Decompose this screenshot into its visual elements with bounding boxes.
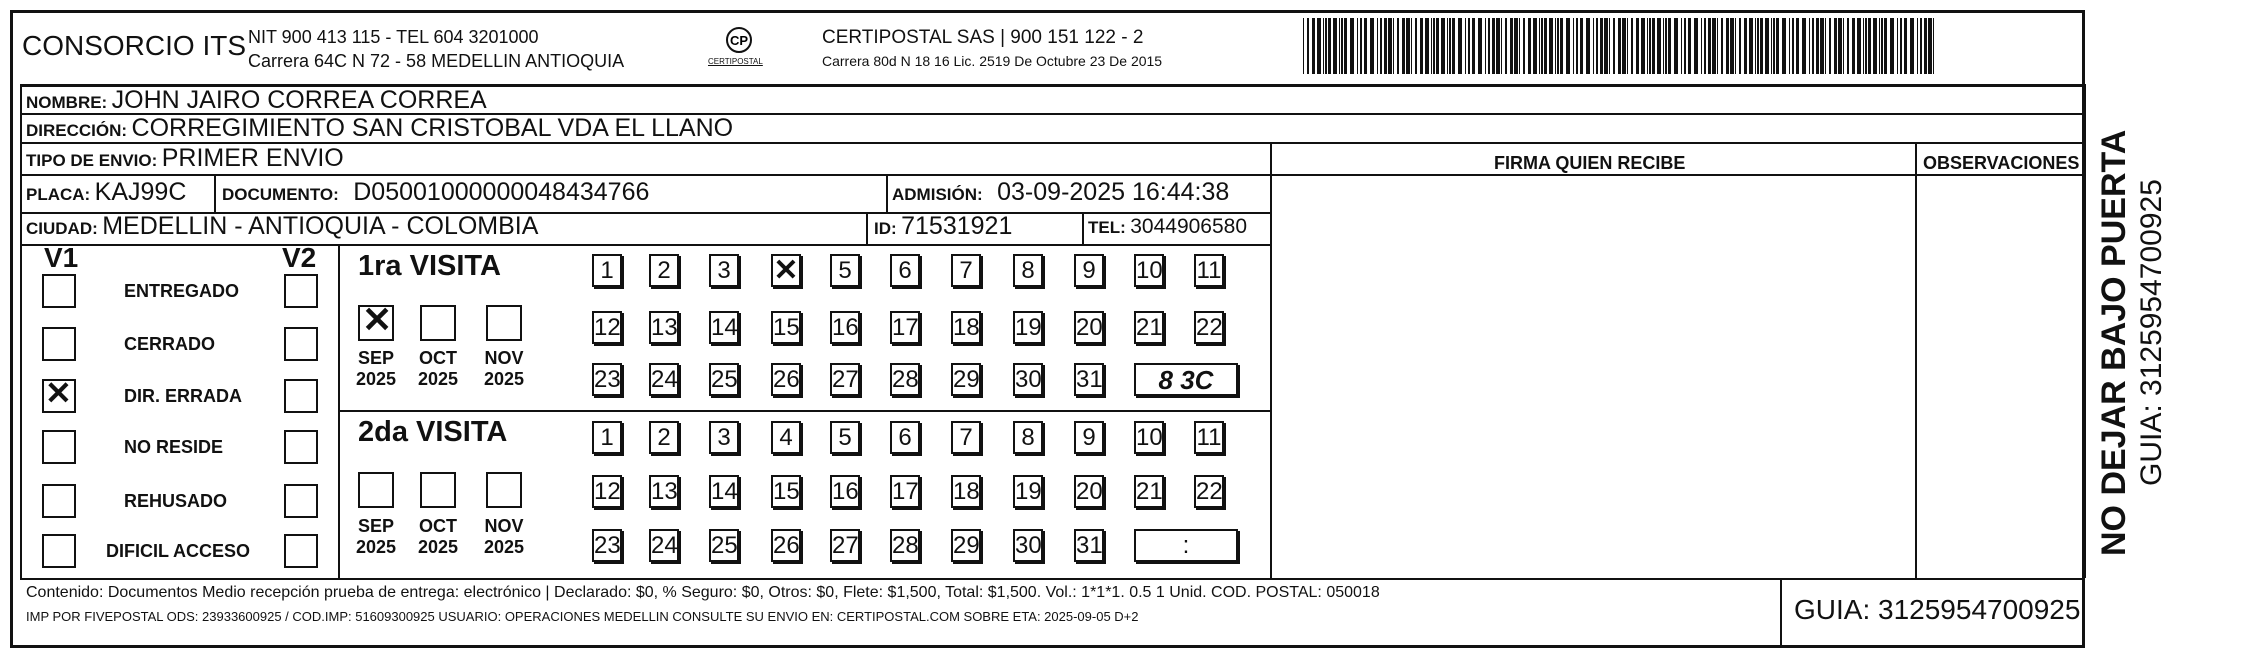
tel-value: 3044906580 — [1130, 215, 1248, 238]
day-number: 26 — [773, 532, 800, 559]
x-mark-icon: ✕ — [45, 375, 72, 411]
day-box[interactable] — [649, 475, 679, 508]
documento-row — [222, 180, 649, 205]
day-box[interactable] — [1013, 475, 1043, 508]
v2-checkbox[interactable] — [284, 327, 318, 361]
day-box[interactable] — [1074, 529, 1104, 562]
day-box[interactable] — [1194, 254, 1224, 287]
v2-checkbox[interactable] — [284, 430, 318, 464]
month-name: SEP — [357, 348, 395, 368]
tipo-envio-value: PRIMER ENVIO — [161, 144, 344, 172]
day-number: 19 — [1015, 478, 1042, 505]
admision-value: 03-09-2025 16:44:38 — [997, 178, 1230, 206]
status-label: NO RESIDE — [124, 437, 224, 457]
day-number: 23 — [594, 532, 621, 559]
day-box[interactable] — [771, 421, 801, 454]
logo-caption: CERTIPOSTAL — [708, 57, 763, 66]
day-box[interactable] — [951, 529, 981, 562]
day-box[interactable] — [1074, 254, 1104, 287]
day-number: 25 — [711, 366, 738, 393]
documento-value: D05001000000048434766 — [353, 178, 650, 206]
day-box[interactable] — [951, 363, 981, 396]
day-box[interactable] — [592, 475, 622, 508]
direccion-row — [26, 116, 733, 141]
firma-header: FIRMA QUIEN RECIBE — [1494, 153, 1686, 173]
day-number: 15 — [773, 478, 800, 505]
placa-label: PLACA: — [26, 185, 91, 204]
day-number: 10 — [1136, 424, 1163, 451]
day-box[interactable] — [592, 421, 622, 454]
v1-header: V1 — [44, 242, 79, 273]
day-number: 11 — [1196, 257, 1222, 284]
day-number: 20 — [1076, 314, 1103, 341]
day-number: 31 — [1076, 366, 1103, 393]
status-label: REHUSADO — [124, 491, 228, 511]
day-box[interactable] — [771, 311, 801, 344]
month-checkbox-nov[interactable] — [486, 305, 522, 341]
day-box[interactable] — [1134, 421, 1164, 454]
month-year: 2025 — [417, 369, 459, 389]
company-nit: NIT 900 413 115 - TEL 604 3201000 — [248, 27, 539, 47]
day-box[interactable] — [1013, 363, 1043, 396]
day-box[interactable] — [709, 529, 739, 562]
day-box[interactable] — [709, 311, 739, 344]
day-number: 2 — [657, 257, 671, 284]
month-name: SEP — [357, 516, 395, 536]
day-number: 20 — [1076, 478, 1103, 505]
id-label: ID: — [874, 219, 897, 238]
company-name: CONSORCIO ITS — [22, 30, 247, 61]
month-year: 2025 — [483, 537, 525, 557]
day-number: 30 — [1015, 366, 1042, 393]
month-name: OCT — [419, 348, 457, 368]
day-number: 16 — [832, 314, 859, 341]
day-number: 6 — [898, 424, 912, 451]
day-number: 30 — [1015, 532, 1042, 559]
x-mark-icon: ✕ — [362, 299, 393, 340]
day-number: 4 — [779, 424, 793, 451]
day-box[interactable] — [1074, 363, 1104, 396]
day-number: 12 — [594, 314, 621, 341]
day-number: 1 — [600, 257, 614, 284]
day-box[interactable] — [709, 475, 739, 508]
footer-impresion: IMP POR FIVEPOSTAL ODS: 23933600925 / COD.IMP: 51609300925 USUARIO: OPERACIONES MEDELLIN CONSULTE SU ENVIO EN: CERTIPOSTAL.COM SOBRE ETA: 2025-09-05 D+2 — [26, 609, 1139, 624]
day-box[interactable] — [890, 475, 920, 508]
time-box[interactable]: 8 3C — [1134, 363, 1238, 396]
day-box[interactable] — [1134, 475, 1164, 508]
day-box[interactable] — [830, 363, 860, 396]
day-box[interactable] — [1134, 311, 1164, 344]
side-no-dejar-bajo-puerta: NO DEJAR BAJO PUERTA — [2095, 129, 2133, 556]
direccion-label: DIRECCIÓN: — [26, 121, 128, 140]
tipo-envio-row — [26, 146, 344, 171]
ciudad-label: CIUDAD: — [26, 219, 98, 238]
status-label: CERRADO — [124, 334, 216, 354]
day-box[interactable] — [830, 475, 860, 508]
marked-day-x-icon: ✕ — [773, 254, 799, 287]
day-box[interactable] — [771, 363, 801, 396]
day-box[interactable] — [649, 311, 679, 344]
v2-checkbox[interactable] — [284, 484, 318, 518]
day-number: 9 — [1082, 257, 1096, 284]
id-row — [874, 214, 1012, 239]
day-number: 13 — [651, 314, 678, 341]
nombre-value: JOHN JAIRO CORREA CORREA — [111, 86, 487, 114]
v1-checkbox[interactable] — [42, 327, 76, 361]
day-number: 22 — [1196, 314, 1223, 341]
month-label — [346, 348, 406, 390]
tel-label: TEL: — [1088, 218, 1126, 237]
day-box[interactable] — [951, 475, 981, 508]
day-number: 25 — [711, 532, 738, 559]
day-number: 28 — [892, 366, 919, 393]
month-label — [408, 516, 468, 558]
day-box[interactable] — [830, 254, 860, 287]
day-number: 6 — [898, 257, 912, 284]
v2-checkbox[interactable] — [284, 534, 318, 568]
status-label: DIR. ERRADA — [124, 386, 243, 406]
day-box[interactable] — [649, 529, 679, 562]
admision-label: ADMISIÓN: — [892, 185, 983, 204]
footer-guia: GUIA: 3125954700925 — [1794, 594, 2081, 625]
day-box[interactable] — [709, 421, 739, 454]
first-visit-title: 1ra VISITA — [358, 250, 501, 282]
day-box[interactable] — [771, 475, 801, 508]
admision-row — [892, 180, 1229, 205]
day-box[interactable] — [1074, 475, 1104, 508]
day-number: 1 — [600, 424, 614, 451]
day-box[interactable] — [951, 421, 981, 454]
day-number: 7 — [959, 424, 973, 451]
day-number: 16 — [832, 478, 859, 505]
day-box[interactable] — [830, 529, 860, 562]
day-box[interactable] — [771, 529, 801, 562]
day-number: 19 — [1015, 314, 1042, 341]
day-box[interactable] — [649, 254, 679, 287]
day-number: 27 — [832, 366, 859, 393]
v1-checkbox[interactable] — [42, 534, 76, 568]
month-checkbox-oct[interactable] — [420, 472, 456, 508]
footer-contenido: Contenido: Documentos Medio recepción prueba de entrega: electrónico | Declarado: $0, % Seguro: $0, Otros: $0, Flete: $1,500, Total: $1,500. Vol.: 1*1*1. 0.5 1 Unid. COD. POSTAL: 050018 — [26, 584, 1380, 601]
observaciones-header: OBSERVACIONES — [1923, 153, 2080, 173]
month-name: NOV — [484, 348, 524, 368]
certipostal-line2: Carrera 80d N 18 16 Lic. 2519 De Octubre 23 De 2015 — [822, 53, 1163, 69]
day-box[interactable] — [890, 254, 920, 287]
day-number: 2 — [657, 424, 671, 451]
nombre-label: NOMBRE: — [26, 93, 108, 112]
day-number: 24 — [651, 532, 678, 559]
day-number: 11 — [1196, 424, 1222, 451]
day-number: 13 — [651, 478, 678, 505]
placa-value: KAJ99C — [94, 178, 187, 206]
month-label — [408, 348, 468, 390]
day-number: 27 — [832, 532, 859, 559]
day-box[interactable] — [951, 254, 981, 287]
svg-text:CP: CP — [729, 33, 749, 48]
month-year: 2025 — [483, 369, 525, 389]
v1-checkbox[interactable] — [42, 430, 76, 464]
day-number: 22 — [1196, 478, 1223, 505]
day-number: 8 — [1021, 257, 1035, 284]
side-guia: GUIA: 3125954700925 — [2135, 179, 2168, 486]
day-box[interactable] — [592, 254, 622, 287]
day-number: 12 — [594, 478, 621, 505]
day-number: 8 — [1021, 424, 1035, 451]
day-number: 7 — [959, 257, 973, 284]
month-label — [474, 348, 534, 390]
nombre-row — [26, 88, 487, 113]
v2-checkbox[interactable] — [284, 379, 318, 413]
day-number: 28 — [892, 532, 919, 559]
month-year: 2025 — [355, 537, 397, 557]
month-name: NOV — [484, 516, 524, 536]
month-name: OCT — [419, 516, 457, 536]
day-box[interactable] — [1074, 311, 1104, 344]
day-number: 23 — [594, 366, 621, 393]
v2-checkbox[interactable] — [284, 274, 318, 308]
day-number: 14 — [711, 478, 738, 505]
documento-label: DOCUMENTO: — [222, 185, 339, 204]
day-number: 15 — [773, 314, 800, 341]
day-number: 3 — [717, 424, 731, 451]
day-box[interactable] — [649, 363, 679, 396]
day-number: 29 — [953, 366, 980, 393]
day-number: 21 — [1136, 478, 1163, 505]
day-box[interactable] — [771, 254, 801, 287]
tipo-envio-label: TIPO DE ENVIO: — [26, 151, 158, 170]
day-number: 17 — [892, 478, 919, 505]
day-box[interactable] — [592, 529, 622, 562]
day-number: 5 — [838, 424, 852, 451]
day-box[interactable] — [592, 311, 622, 344]
day-box[interactable] — [709, 254, 739, 287]
day-number: 18 — [953, 478, 980, 505]
day-box[interactable] — [890, 529, 920, 562]
month-checkbox-nov[interactable] — [486, 472, 522, 508]
day-box[interactable] — [1134, 254, 1164, 287]
month-label — [346, 516, 406, 558]
day-number: 24 — [651, 366, 678, 393]
month-checkbox-sep[interactable] — [358, 472, 394, 508]
ciudad-value: MEDELLIN - ANTIOQUIA - COLOMBIA — [102, 212, 539, 240]
month-year: 2025 — [417, 537, 459, 557]
day-number: 21 — [1136, 314, 1163, 341]
day-box[interactable] — [1013, 311, 1043, 344]
day-box[interactable] — [709, 363, 739, 396]
day-box[interactable] — [592, 363, 622, 396]
status-label: ENTREGADO — [124, 281, 240, 301]
tel-row — [1088, 216, 1247, 237]
day-number: 14 — [711, 314, 738, 341]
day-box[interactable] — [890, 363, 920, 396]
day-number: 3 — [717, 257, 731, 284]
day-box[interactable] — [1194, 475, 1224, 508]
company-address: Carrera 64C N 72 - 58 MEDELLIN ANTIOQUIA — [248, 51, 625, 71]
day-number: 26 — [773, 366, 800, 393]
id-value: 71531921 — [901, 212, 1013, 240]
status-label: DIFICIL ACCESO — [106, 541, 251, 561]
day-box[interactable] — [890, 421, 920, 454]
v1-checkbox[interactable] — [42, 484, 76, 518]
time-box[interactable]: : — [1134, 529, 1238, 562]
day-number: 17 — [892, 314, 919, 341]
day-number: 5 — [838, 257, 852, 284]
day-box[interactable] — [830, 421, 860, 454]
v1-checkbox[interactable] — [42, 375, 76, 413]
day-box[interactable] — [1194, 421, 1224, 454]
day-number: 29 — [953, 532, 980, 559]
direccion-value: CORREGIMIENTO SAN CRISTOBAL VDA EL LLANO — [131, 114, 734, 142]
placa-row — [26, 180, 186, 205]
day-box[interactable] — [1074, 421, 1104, 454]
day-box[interactable] — [890, 311, 920, 344]
ciudad-row — [26, 214, 538, 239]
day-box[interactable] — [649, 421, 679, 454]
day-box[interactable] — [951, 311, 981, 344]
day-number: 18 — [953, 314, 980, 341]
day-box[interactable] — [1013, 421, 1043, 454]
month-checkbox-oct[interactable] — [420, 305, 456, 341]
month-checkbox-sep[interactable] — [358, 299, 394, 341]
second-visit-title: 2da VISITA — [358, 416, 508, 448]
day-number: 31 — [1076, 532, 1103, 559]
day-box[interactable] — [1194, 311, 1224, 344]
certipostal-line1: CERTIPOSTAL SAS | 900 151 122 - 2 — [822, 27, 1144, 48]
v1-checkbox[interactable] — [42, 274, 76, 308]
day-box[interactable] — [1013, 254, 1043, 287]
day-box[interactable] — [1013, 529, 1043, 562]
month-year: 2025 — [355, 369, 397, 389]
day-box[interactable] — [830, 311, 860, 344]
month-label — [474, 516, 534, 558]
v2-header: V2 — [282, 242, 317, 273]
day-number: 9 — [1082, 424, 1096, 451]
day-number: 10 — [1136, 257, 1163, 284]
